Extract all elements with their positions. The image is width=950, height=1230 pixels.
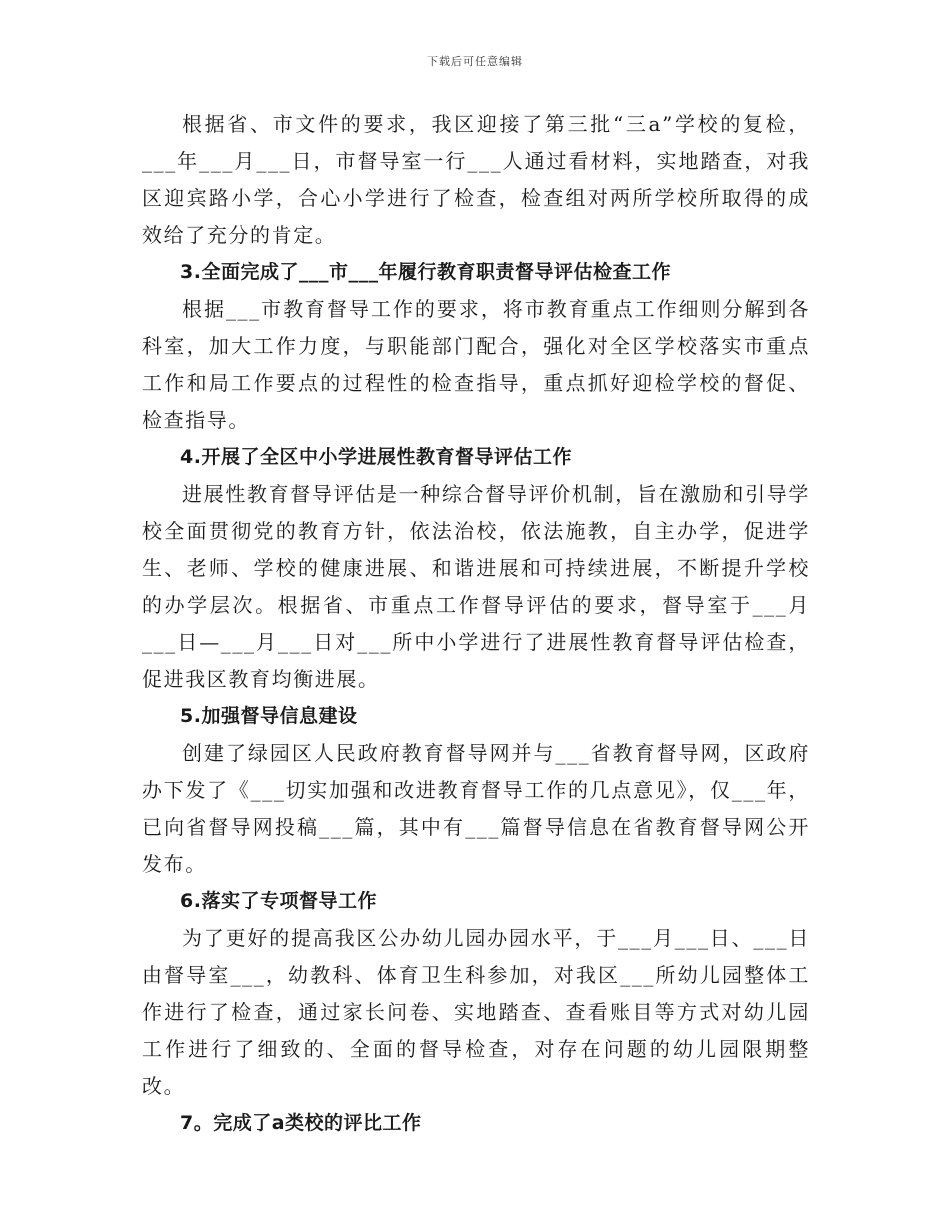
paragraph-section-5: 创建了绿园区人民政府教育督导网并与___省教育督导网，区政府办下发了《___切实加强和改进教育督导工作的几点意见》，仅___年，已向省督导网投稿___篇，其中有___篇督导信息在省教育督导网公开发布。 [142,741,810,876]
paragraph-section-4: 进展性教育督导评估是一种综合督导评价机制，旨在激励和引导学校全面贯彻党的教育方针，依法治校，依法施教，自主办学，促进学生、老师、学校的健康进展、和谐进展和可持续进展，不断提升学校的办学层次。根据省、市重点工作督导评估的要求，督导室于___月___日—___月___日对___所中小学进行了进展性教育督导评估检查，促进我区教育均衡进展。 [142,482,810,691]
heading-section-6: 6.落实了专项督导工作 [180,890,377,912]
heading-section-3: 3.全面完成了___市___年履行教育职责督导评估检查工作 [180,261,671,283]
heading-section-5: 5.加强督导信息建设 [180,705,358,727]
document-body [142,106,810,1142]
paragraph-section-6: 为了更好的提高我区公办幼儿园办园水平，于___月___日、___日由督导室___，幼教科、体育卫生科参加，对我区___所幼儿园整体工作进行了检查，通过家长问卷、实地踏查、查看账目等方式对幼儿园工作进行了细致的、全面的督导检查，对存在问题的幼儿园限期整改。 [142,926,810,1098]
paragraph-section-3: 根据___市教育督导工作的要求，将市教育重点工作细则分解到各科室，加大工作力度，与职能部门配合，强化对全区学校落实市重点工作和局工作要点的过程性的检查指导，重点抓好迎检学校的督促、检查指导。 [142,297,810,432]
heading-section-7: 7。完成了a类校的评比工作 [180,1112,422,1134]
heading-section-4: 4.开展了全区中小学进展性教育督导评估工作 [180,446,572,468]
paragraph-reinspection: 根据省、市文件的要求，我区迎接了第三批“三a”学校的复检，___年___月___日，市督导室一行___人通过看材料，实地踏查，对我区迎宾路小学，合心小学进行了检查，检查组对两所学校所取得的成效给了充分的肯定。 [142,112,810,247]
page-header-note: 下载后可任意编辑 [427,55,523,68]
